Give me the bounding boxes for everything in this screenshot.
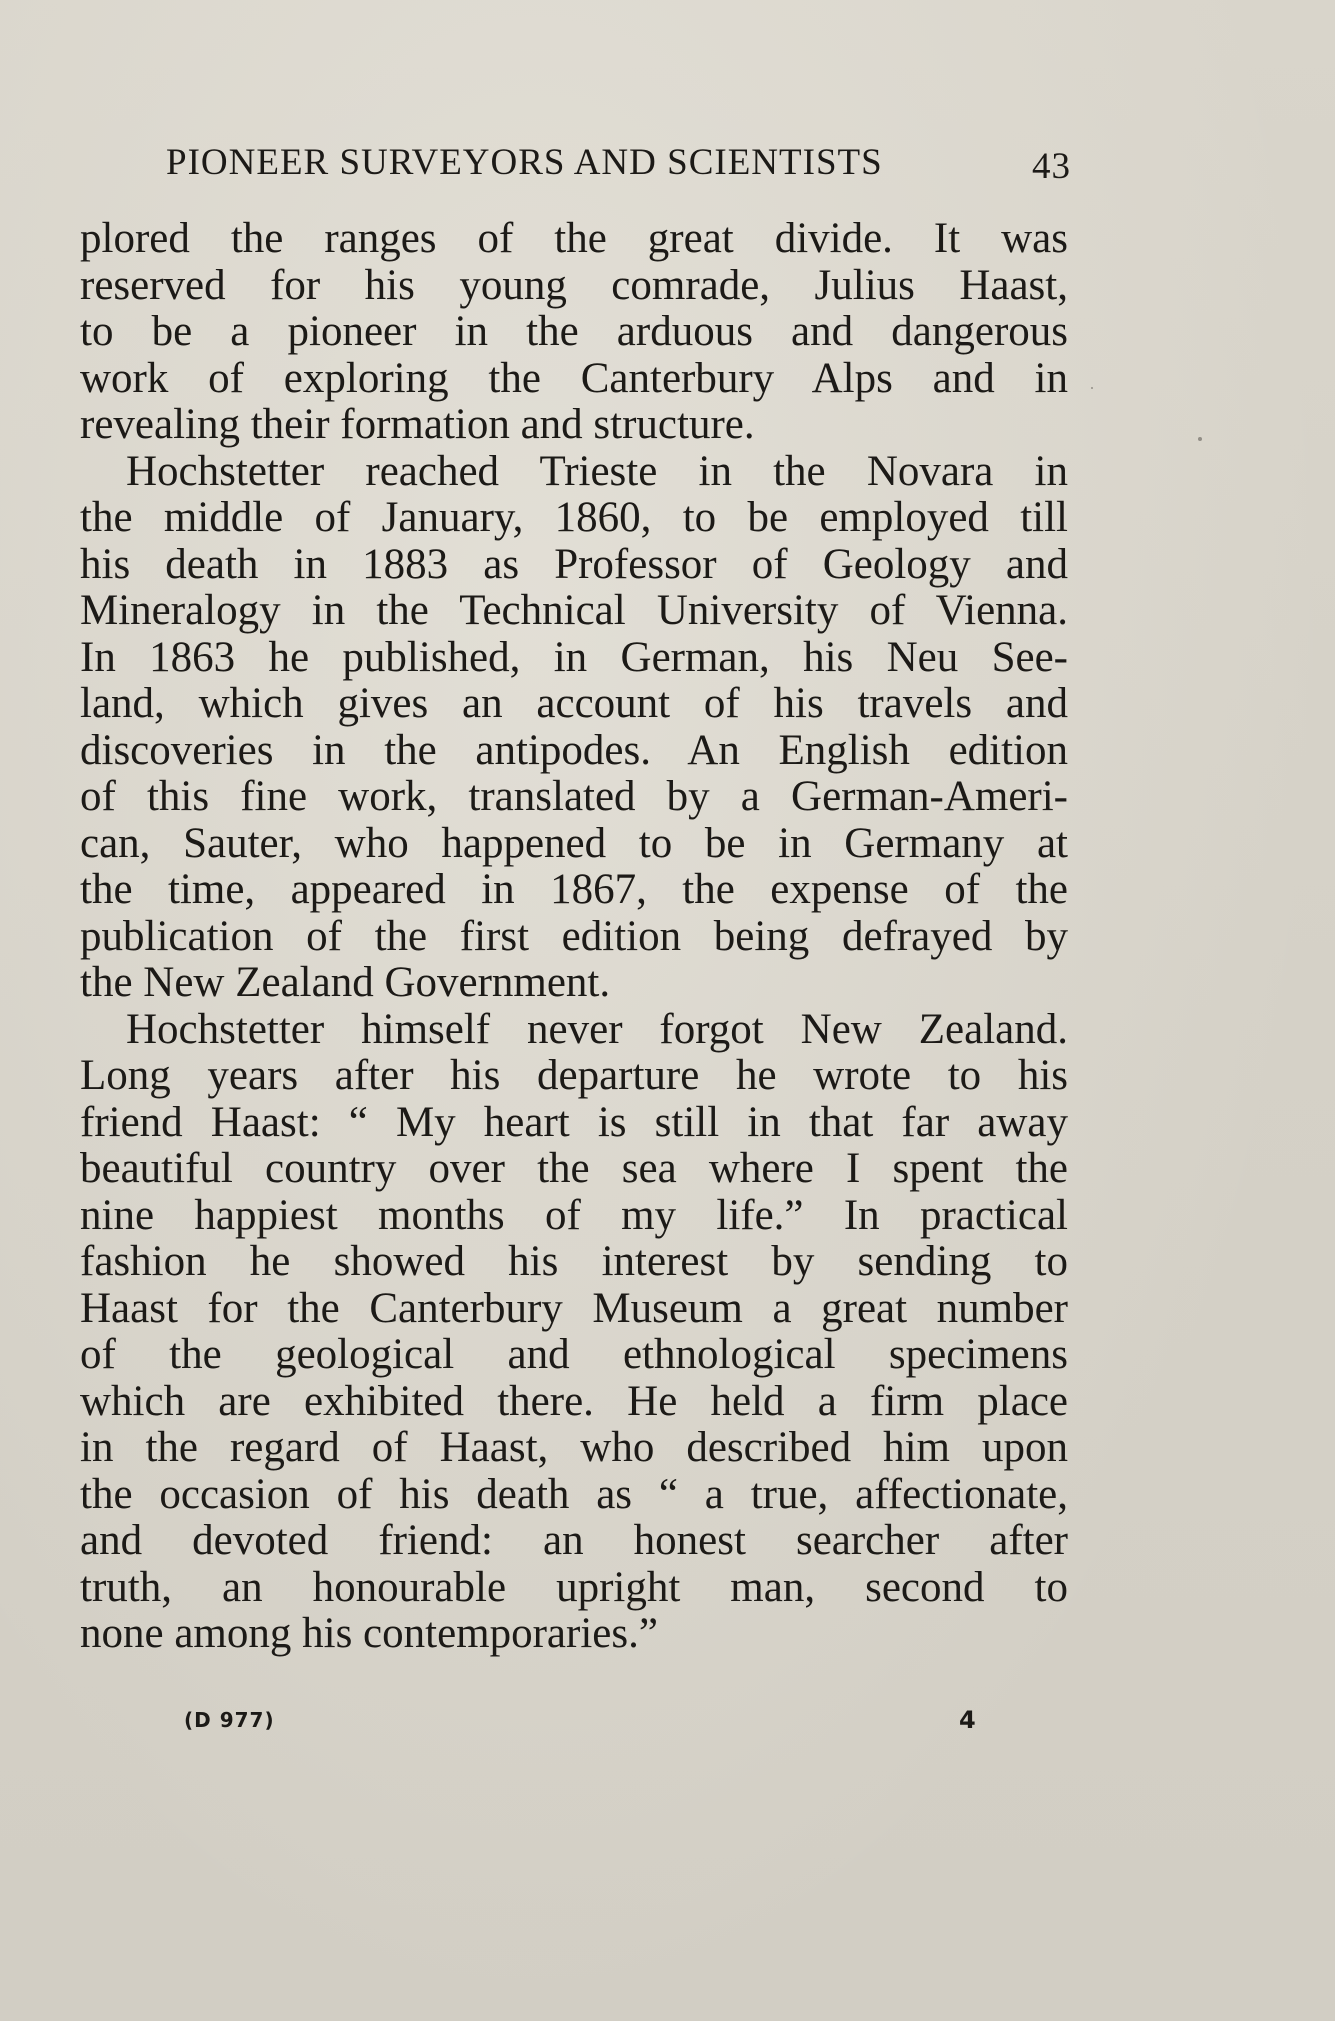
text-line: to be a pioneer in the arduous and dangerous [80,309,1068,355]
paper-speck [1091,387,1093,389]
paragraph-start-line: Hochstetter reached Trieste in the Novara in [126,448,1068,495]
text-line: revealing their formation and structure. [80,402,755,448]
signature-number: 4 [959,1706,976,1734]
text-line: the middle of January, 1860, to be employed till [80,495,1068,541]
text-line: fashion he showed his interest by sending to [80,1239,1068,1285]
body-text [80,216,1068,1658]
running-title: PIONEER SURVEYORS AND SCIENTISTS [166,142,883,183]
page-number: 43 [1032,146,1071,187]
text-line: nine happiest months of my life.” In practical [80,1192,1068,1239]
printer-signature-mark: (D 977) [184,1708,275,1732]
text-line: plored the ranges of the great divide. It was [80,216,1068,262]
text-line: of this fine work, translated by a German-Ameri- [80,774,1068,820]
text-line: land, which gives an account of his travels and [80,681,1068,727]
text-line: which are exhibited there. He held a firm place [80,1378,1068,1425]
text-line: and devoted friend: an honest searcher after [80,1518,1068,1564]
text-line: beautiful country over the sea where I spent the [80,1146,1068,1192]
text-line: his death in 1883 as Professor of Geology and [80,541,1068,588]
text-line: Haast for the Canterbury Museum a great number [80,1285,1068,1332]
text-line: the time, appeared in 1867, the expense of the [80,867,1068,913]
text-line: work of exploring the Canterbury Alps and in [80,355,1068,402]
text-line: In 1863 he published, in German, his Neu See- [80,634,1068,681]
text-line: reserved for his young comrade, Julius Haast, [80,262,1068,309]
text-line: Mineralogy in the Technical University of Vienna. [80,588,1068,634]
text-line: can, Sauter, who happened to be in Germany at [80,820,1068,867]
text-line: truth, an honourable upright man, second to [80,1564,1068,1611]
text-line: none among his contemporaries.” [80,1611,658,1657]
text-line: discoveries in the antipodes. An English edition [80,727,1068,774]
running-head [166,138,1071,188]
text-line: the New Zealand Government. [80,960,611,1006]
text-line: the occasion of his death as “ a true, affectionate, [80,1471,1068,1518]
paper-speck [1198,437,1202,441]
paragraph-start-line: Hochstetter himself never forgot New Zealand. [126,1006,1068,1053]
text-line: of the geological and ethnological specimens [80,1332,1068,1378]
text-line: publication of the first edition being defrayed by [80,913,1068,960]
page-footer [184,1708,984,1748]
text-line: Long years after his departure he wrote to his [80,1053,1068,1099]
text-line: in the regard of Haast, who described him upon [80,1425,1068,1471]
text-line: friend Haast: “ My heart is still in that far away [80,1099,1068,1146]
